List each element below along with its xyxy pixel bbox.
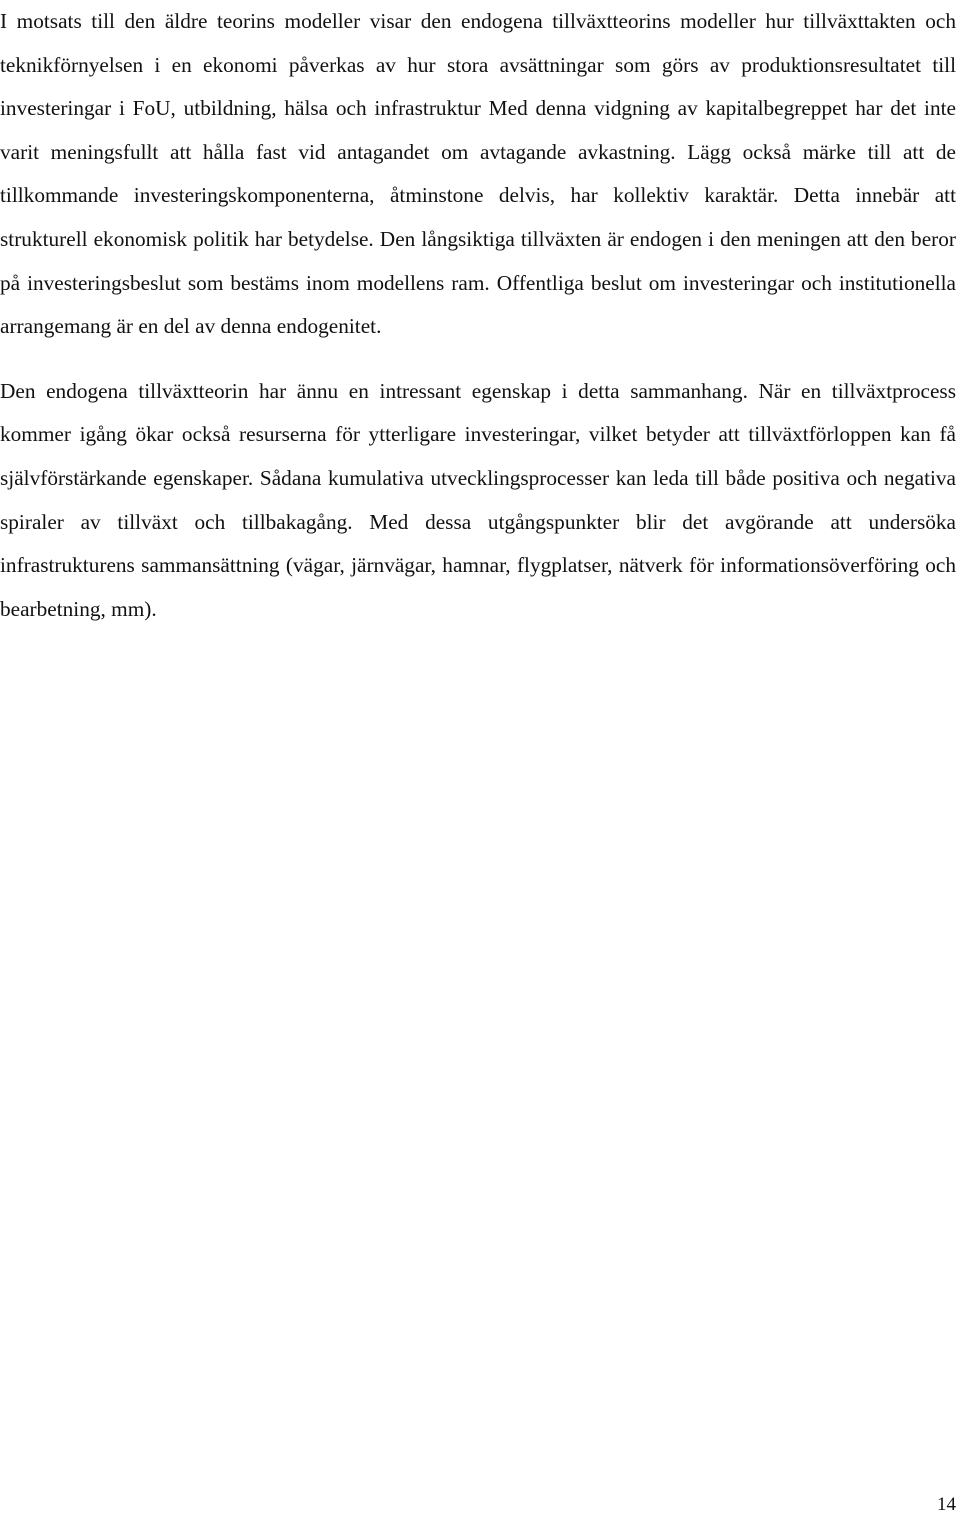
page-number: 14	[937, 1494, 956, 1515]
body-text	[0, 0, 956, 631]
paragraph-2: Den endogena tillväxtteorin har ännu en intressant egenskap i detta sammanhang. När en tillväxtprocess kommer igång ökar också resurserna för ytterligare investeringar, vilket betyder att tillväxtförloppen kan få självförstärkande egenskaper. Sådana kumulativa utvecklingsprocesser kan leda till både positiva och negativa spiraler av tillväxt och tillbakagång. Med dessa utgångspunkter blir det avgörande att undersöka infrastrukturens sammansättning (vägar, järnvägar, hamnar, flygplatser, nätverk för informationsöverföring och bearbetning, mm).	[0, 378, 956, 621]
paragraph-1: I motsats till den äldre teorins modeller visar den endogena tillväxtteorins modeller hur tillväxttakten och teknikförnyelsen i en ekonomi påverkas av hur stora avsättningar som görs av produktionsresultatet till investeringar i FoU, utbildning, hälsa och infrastruktur Med denna vidgning av kapitalbegreppet har det inte varit meningsfullt att hålla fast vid antagandet om avtagande avkastning. Lägg också märke till att de tillkommande investeringskomponenterna, åtminstone delvis, har kollektiv karaktär. Detta innebär att strukturell ekonomisk politik har betydelse. Den långsiktiga tillväxten är endogen i den meningen att den beror på investeringsbeslut som bestäms inom modellens ram. Offentliga beslut om investeringar och institutionella arrangemang är en del av denna endogenitet.	[0, 9, 956, 339]
